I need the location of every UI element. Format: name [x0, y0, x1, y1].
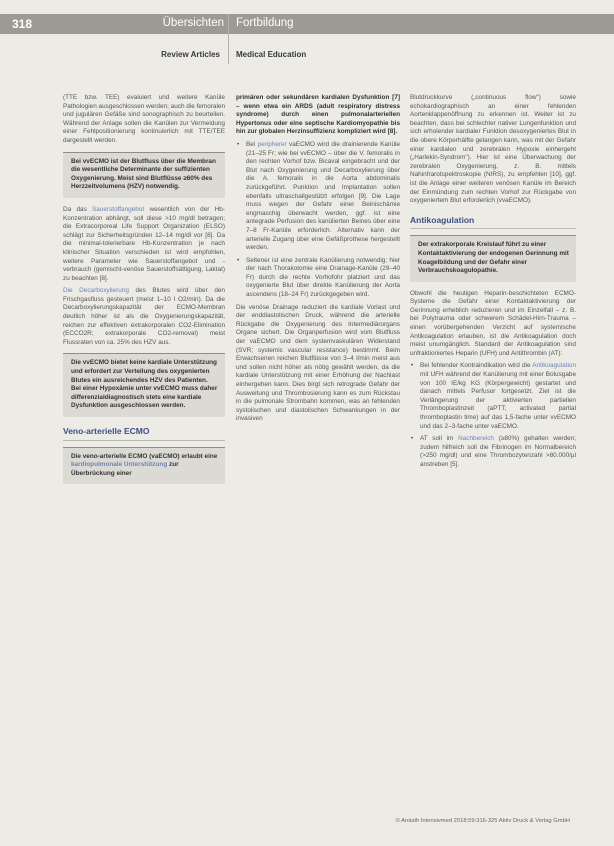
text-run: vaECMO wird die drainierende Kanüle (21–25 Fr; wie bei vvECMO – über die V. femoralis in den rechten Vorhof bzw. Bicaval eingebracht und der Blut nach Oxygenierung und Decarboxylierung über die A. femoralis in die Aorta abdominalis zurückgeführt. Punktion und Implantation sollen ebenfalls ultraschallgestützt erfolgen [9]. Die Lage muss wegen der Gefahr einer Beinischämie engmaschig überwacht werden, ggf. ist eine antegrade Perfusion des kanülierten Beines über eine 7–8 Fr-Kanüle erforderlich. Alternativ kann der arterielle Zugang über eine Gefäßprothese hergestellt werden.	[246, 140, 400, 252]
text-run: Da das	[63, 205, 93, 213]
paragraph: (TTE bzw. TEE) evaluiert und weitere Kanüle Pathologien ausgeschlossen werden; auch die femoralen und jugulären Gefäße sind sonographisch zu beurteilen. Während der Anlage sollen die Kanülen zur Vermeidung einer Fehlpositionierung kontinuierlich mit TTE/TEE dargestellt werden.	[63, 94, 226, 144]
highlight-box: Die vvECMO bietet keine kardiale Unterstützung und erfordert zur Verteilung des oxygenierten Blutes ein ausreichendes HZV des Patienten. Bei einer Hypoxämie unter vvECMO muss daher differenzialdiagnostisch stets eine kardiale Dysfunktion ausgeschlossen werden.	[63, 353, 225, 417]
list-item	[410, 435, 576, 469]
column-left	[63, 94, 225, 492]
paragraph: Blutdruckkurve („continuous flow") sowie echokardiographisch an einer fehlenden Aortenklappenöffnung zu erkennen ist. Weiter ist zu beachten, dass bei schlechter nativer Lungenfunktion und sich erholender kardialer Funktion desoxygeniertes Blut in die obere Körperhälfte gelangen kann, was mit der Gefahr einer kardialen und zerebralen Hypoxie einhergeht („Harlekin-Syndrom"). Hier ist eine Überwachung der zerebralen Oxygenierung, z. B. mittels Nahinfrarotspektroskopie (NIRS), zu empfehlen [10], ggf. ist die Anlage einer weiteren venösen Kanüle im Bereich der Einmündung zum rechten Vorhof zur Rückgabe von oxygeniertem Blut erforderlich (vvaECMO).	[410, 94, 576, 205]
text-run: AT soll im	[420, 435, 459, 443]
section-heading: Antikoagulation	[410, 216, 576, 230]
section-title-left: Übersichten	[162, 17, 224, 29]
section-title-right: Fortbildung	[236, 17, 294, 29]
paragraph: Die venöse Drainage reduziert die kardiale Vorlast und der enddiastolischen Druck, während die arterielle Rückgabe die Oxygenierung des Intermediärorgans Organe sichert. Die Organperfusion wird vom Blutfluss der vaECMO und dem systemvaskulären Widerstand (SVR; systemic vascular resistance) bestimmt. Beim Erwachsenen reichen Blutflüsse von 3–4 l/min meist aus und sollen nicht höher als nötig gewählt werden, da die kardiale Unterstützung mit einer Erhöhung der Nachlast einhergehen kann. Dies birgt sich retrograde Gefahr der Ausweitung und Thrombosierung kann es zum Rückstau in die pulmonale Strombahn kommen, was an fehlenden systolischen und diastolischen Schwankungen in der invasiven	[236, 303, 400, 423]
text-run: Die veno-arterielle ECMO (vaECMO) erlaubt eine	[71, 452, 218, 460]
paragraph	[63, 287, 225, 347]
text-run: mit UFH während der Kanülierung mit einer Bolusgabe von 100 IE/kg KG (Körpergewicht) gestartet und danach mittels Perfusor fortgesetzt. Ziel ist die Verlängerung der aktivierten partiellen Thromboplastinzeit (aPTT; activated partial thromboplastin time) auf das 1,5-fache unter vvECMO und das 2–3-fache unter vaECMO.	[420, 371, 576, 430]
column-right	[410, 94, 576, 474]
highlighted-term: peripherer	[257, 140, 287, 148]
column-middle	[236, 94, 400, 428]
list-item: • Seltener ist eine zentrale Kanülierung notwendig; hier der nach Thorakotomie eine Drainage-Kanüle (29–40 Fr) durch die rechte Vorhofohr platziert und das oxygenierte Blut über direkte Kanülierung der Aorta ascendens (18–24 Fr) zurückgegeben wird.	[236, 257, 400, 300]
subsection-left: Review Articles	[161, 50, 220, 59]
text-run: des Blutes wird über den Frischgasfluss gesteuert (meist 1–10 l O2/min). Da die Decarboxylierungskapazität der ECMO-Membran deutlich höher ist als die Oxygenierungskapazität, reichen zur effektiven extrakorporalen CO2-Elimination (ECCO2R; extrakorporale CO2-removal) meist Flussraten von ca. 25% des HZV aus.	[63, 287, 225, 346]
page-number: 318	[12, 17, 33, 31]
text-run: Bei	[246, 140, 258, 148]
page-footer: © Anästh Intensivmed 2018;59:316-325 Aktiv Druck & Verlag GmbH	[395, 818, 570, 824]
section-heading: Veno-arterielle ECMO	[63, 427, 225, 441]
text-run: zur Überbrückung einer	[71, 461, 179, 477]
bullet-list	[236, 141, 400, 300]
paragraph	[63, 206, 225, 283]
highlighted-term: kardiopulmonale Unterstützung	[71, 461, 168, 469]
header-divider	[228, 14, 229, 64]
highlighted-term: Die Decarboxylierung	[63, 287, 129, 295]
paragraph: primären oder sekundären kardialen Dysfunktion [7] – wenn etwa ein ARDS (adult respiratory distress syndrome) durch einen pulmonalarteriellen Hypertonus oder eine septische Kardiomyopathie bis hin zur globalen Herzinsuffizienz kompliziert wird [8].	[236, 94, 400, 136]
highlighted-term: Antikoagulation	[532, 362, 576, 370]
paragraph: Obwohl die heutigen Heparin-beschichteten ECMO-Systeme die Gefahr einer Kontaktaktivierung der Gerinnung erheblich reduzieren und im Einzelfall – z. B. bei Polytrauma oder schwerem Schädel-Hirn-Trauma – einen vorübergehenden Verzicht auf systemische Antikoagulation erlauben, ist die Antikoagulation doch meist unumgänglich. Standard der Antikoagulation sind unfraktioniertes Heparin (UFH) und Antithrombin (AT):	[410, 289, 576, 357]
highlight-box: Bei vvECMO ist der Blutfluss über die Membran die wesentliche Determinante der suffizienten Oxygenierung. Meist sind Blutflüsse ≥60% des Herzzeitvolumens (HZV) notwendig.	[63, 152, 225, 198]
highlight-box	[63, 447, 225, 485]
list-item	[236, 141, 400, 253]
text-run: Bei fehlender Kontraindikation wird die	[420, 362, 533, 370]
highlight-box: Der extrakorporale Kreislauf führt zu einer Kontaktaktivierung der endogenen Gerinnung mit Koagelbildung und der Gefahr einer Verbrauchskoagulopathie.	[410, 235, 576, 281]
highlighted-term: Sauerstoffangebot	[92, 205, 145, 213]
header-band	[0, 14, 614, 34]
bullet-list	[410, 362, 576, 469]
subsection-right: Medical Education	[236, 50, 307, 59]
text-run: (≥80%) gehalten werden; zudem hilfreich soll die Fibrinogen im Normalbereich (>250 mg/dl) und eine Thrombozytenzahl >80.000/µl anstreben [5].	[420, 435, 576, 468]
highlighted-term: Nachbereich	[458, 435, 494, 443]
list-item	[410, 362, 576, 431]
text-run: wesentlich von der Hb-Konzentration abhängt, soll diese >10 mg/dl betragen; die Extracorporeal Life Support Organization (ELSO) schlägt zur Sicherheitsgründen 12–14 mg/dl vor [8]. Da die minimal-tolerierbare Hb-Konzentration je nach klinischer Situation verschieden ist wird empfohlen, weitere Parameter wie Sauerstoffangebot und -verbrauch (gemischt-venöse Sauerstoffsättigung, Laktat) zu beachten [8].	[63, 205, 225, 282]
